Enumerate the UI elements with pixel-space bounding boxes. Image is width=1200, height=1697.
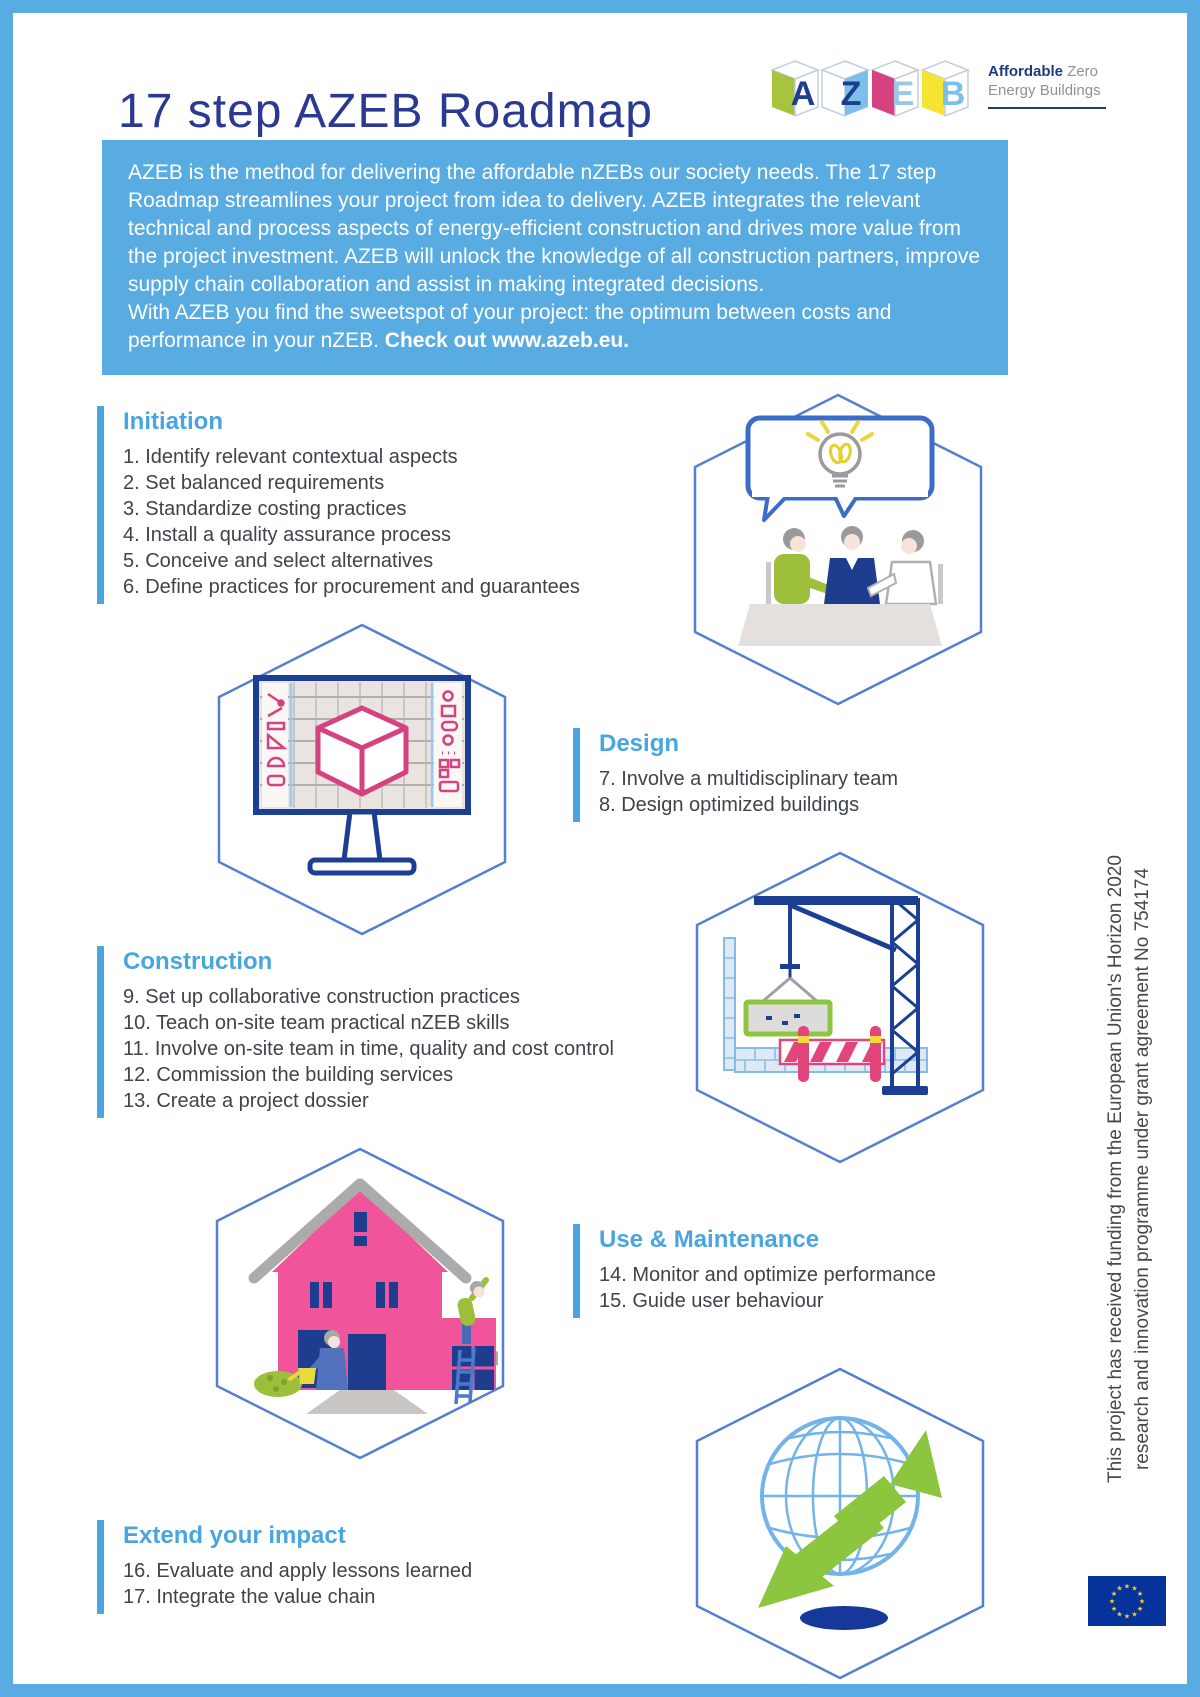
svg-text:★: ★: [1136, 1590, 1144, 1598]
svg-text:★: ★: [1123, 1612, 1131, 1621]
step-item: 9. Set up collaborative construction practices: [123, 986, 520, 1008]
cad-cube-icon: [318, 708, 406, 794]
step-list: [123, 1558, 472, 1610]
page-title: 17 step AZEB Roadmap: [118, 85, 653, 139]
step-item: 3. Standardize costing practices: [123, 498, 407, 520]
step-item: 2. Set balanced requirements: [123, 472, 385, 494]
construction-crane-illustration: [694, 850, 986, 1165]
svg-text:★: ★: [1116, 1584, 1123, 1593]
section-heading: Use & Maintenance: [599, 1226, 820, 1253]
tagline-underline: [988, 107, 1106, 109]
tagline-affordable: Affordable: [988, 63, 1063, 80]
svg-text:★: ★: [1110, 1605, 1118, 1613]
house-maintenance-illustration: [214, 1146, 506, 1461]
svg-text:★: ★: [1116, 1610, 1123, 1619]
intro-box: [102, 140, 1008, 375]
svg-text:★: ★: [1123, 1582, 1131, 1591]
azeb-logo: [770, 60, 975, 118]
step-item: 17. Integrate the value chain: [123, 1586, 376, 1608]
section-construction: [97, 946, 614, 1118]
eu-funding-statement: [1102, 790, 1156, 1548]
section-heading: Construction: [123, 948, 273, 975]
funding-line-2: research and innovation programme under grant agreement No 754174: [1132, 867, 1153, 1471]
step-item: 4. Install a quality assurance process: [123, 524, 451, 546]
logo-cube-b: [922, 61, 968, 116]
section-heading: Extend your impact: [123, 1522, 346, 1549]
eu-flag-icon: [1088, 1576, 1166, 1626]
azeb-website-link[interactable]: Check out www.azeb.eu.: [384, 329, 630, 352]
svg-text:A: A: [790, 75, 816, 113]
meeting-illustration: [692, 392, 984, 707]
design-monitor-illustration: [216, 622, 508, 937]
logo-tagline: [988, 62, 1106, 109]
step-item: 16. Evaluate and apply lessons learned: [123, 1560, 473, 1582]
svg-text:★: ★: [1131, 1610, 1138, 1619]
tagline-zero: Zero: [1067, 63, 1099, 80]
meeting-people: [766, 526, 943, 604]
svg-text:E: E: [891, 75, 915, 113]
step-list: [123, 984, 614, 1114]
globe-shadow: [800, 1606, 888, 1630]
step-item: 7. Involve a multidisciplinary team: [599, 768, 899, 790]
svg-text:B: B: [940, 75, 966, 113]
svg-text:Z: Z: [840, 75, 862, 113]
step-item: 12. Commission the building services: [123, 1064, 454, 1086]
section-heading: Design: [599, 730, 680, 757]
section-heading: Initiation: [123, 408, 223, 435]
logo-cube-z: [822, 61, 868, 116]
svg-text:★: ★: [1136, 1605, 1144, 1613]
step-item: 1. Identify relevant contextual aspects: [123, 446, 458, 468]
step-list: [599, 766, 898, 818]
section-design: [573, 728, 898, 822]
funding-line-1: This project has received funding from the European Union's Horizon 2020: [1105, 855, 1126, 1483]
section-use-maintenance: [573, 1224, 936, 1318]
svg-text:★: ★: [1131, 1584, 1138, 1593]
meeting-table: [738, 604, 942, 646]
step-item: 13. Create a project dossier: [123, 1090, 369, 1112]
section-initiation: [97, 406, 580, 604]
step-item: 5. Conceive and select alternatives: [123, 550, 434, 572]
step-item: 14. Monitor and optimize performance: [599, 1264, 936, 1286]
globe-impact-illustration: [694, 1366, 986, 1681]
step-item: 15. Guide user behaviour: [599, 1290, 824, 1312]
step-list: [599, 1262, 936, 1314]
step-item: 8. Design optimized buildings: [599, 794, 860, 816]
svg-text:★: ★: [1138, 1597, 1146, 1606]
tagline-energy-buildings: Energy Buildings: [988, 82, 1101, 99]
logo-cube-e: [872, 61, 918, 116]
intro-paragraph: AZEB is the method for delivering the affordable nZEBs our society needs. The 17 step Roadmap streamlines your project from idea to delivery. AZEB integrates the relevant technical and process aspects of energy-efficient construction and drives more value from the project investment. AZEB will unlock the knowledge of all construction partners, improve supply chain collaboration and assist in making integrated decisions.: [128, 161, 981, 296]
svg-text:★: ★: [1110, 1590, 1118, 1598]
step-item: 6. Define practices for procurement and guarantees: [123, 576, 580, 598]
svg-text:★: ★: [1108, 1597, 1116, 1606]
step-item: 11. Involve on-site team in time, quality and cost control: [123, 1038, 614, 1060]
step-list: [123, 444, 580, 600]
logo-cube-a: [772, 61, 818, 116]
intro-sweetspot: With AZEB you find the sweetspot of your project: the optimum between costs and performance in your nZEB.: [128, 301, 892, 352]
section-extend-impact: [97, 1520, 472, 1614]
step-item: 10. Teach on-site team practical nZEB skills: [123, 1012, 510, 1034]
